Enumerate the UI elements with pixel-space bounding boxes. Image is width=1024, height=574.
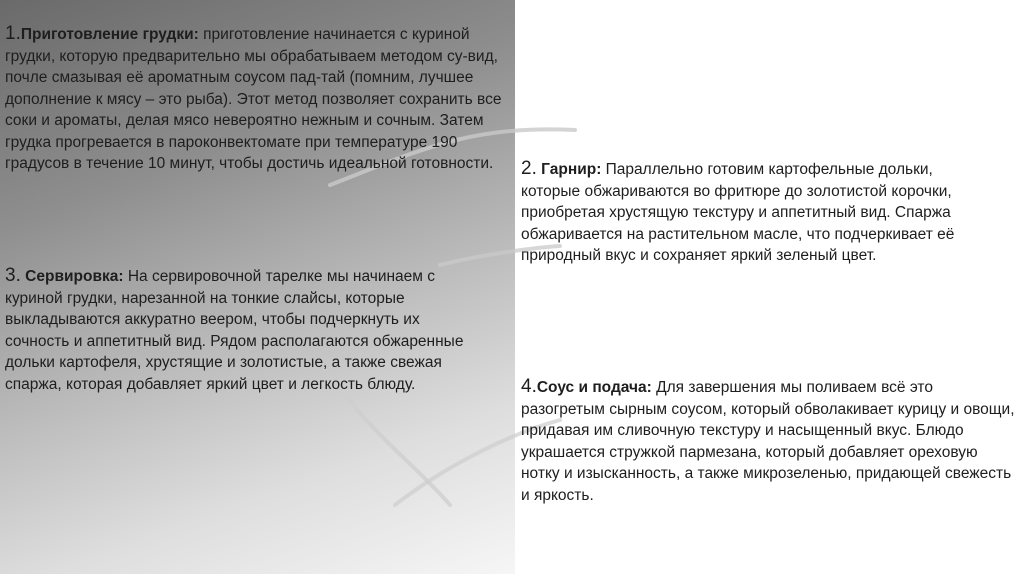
step-body: Параллельно готовим картофельные дольки, которые обжариваются во фритюре до золотистой корочки, приобретая хрустящую текстуру и аппетитный вид. Спаржа обжаривается на растительном масле, что подчеркивает её природный вкус и сохраняет яркий зеленый цвет. (521, 161, 955, 264)
step-heading: Гарнир: (536, 161, 602, 178)
step-heading: Приготовление грудки: (20, 26, 199, 43)
step-2-garnish-text (521, 158, 981, 267)
step-body: приготовление начинается с куриной грудки, которую предварительно мы обрабатываем методом су-вид, почле смазывая её ароматным соусом пад-тай (помним, лучшее дополнение к мясу – это рыба). Этот метод позволяет сохранить все соки и ароматы, делая мясо невероятно нежным и сочным. Затем грудка прогревается в пароконвектомате при температуре 190 градусов в течение 10 минут, чтобы достичь идеальной готовности. (5, 26, 502, 172)
step-number: 4. (521, 376, 537, 397)
step-heading: Сервировка: (20, 268, 124, 285)
step-body: Для завершения мы поливаем всё это разогретым сырным соусом, который обволакивает курицу и овощи, придавая им сливочную текстуру и насыщенный вкус. Блюдо украшается стружкой пармезана, который добавляет ореховую нотку и изысканность, а также микрозеленью, придающей свежесть и яркость. (521, 379, 1015, 504)
step-number: 3. (5, 265, 21, 286)
step-number: 2. (521, 158, 537, 179)
step-4-sauce-text (521, 376, 1016, 506)
step-heading: Соус и подача: (536, 379, 652, 396)
step-body: На сервировочной тарелке мы начинаем с куриной грудки, нарезанной на тонкие слайсы, которые выкладываются аккуратно веером, чтобы подчеркнуть их сочность и аппетитный вид. Рядом располагаются обжаренные дольки картофеля, хрустящие и золотистые, а также свежая спаржа, которая добавляет яркий цвет и легкость блюду. (5, 268, 464, 393)
step-number: 1. (5, 23, 21, 44)
step-3-serving-text (5, 265, 485, 395)
step-1-preparation-text (5, 23, 505, 175)
